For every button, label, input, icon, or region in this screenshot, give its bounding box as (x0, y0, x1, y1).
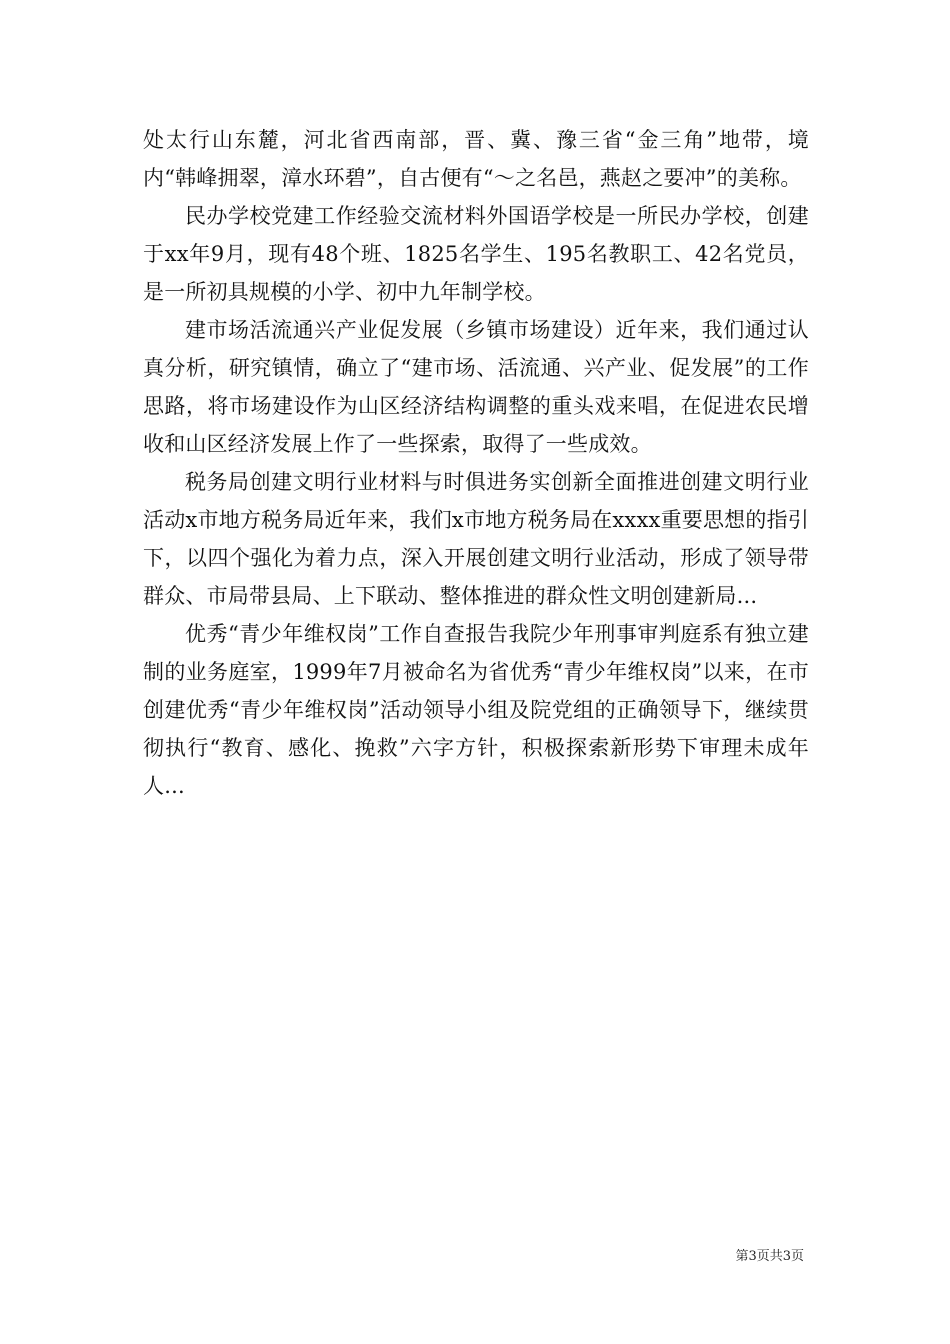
paragraph-2: 民办学校党建工作经验交流材料外国语学校是一所民办学校，创建于xx年9月，现有48个班、1825名学生、195名教职工、42名党员，是一所初具规模的小学、初中九年制学校。 (143, 204, 809, 304)
page-number-footer: 第3页共3页 (735, 1249, 804, 1264)
paragraph-4: 税务局创建文明行业材料与时俱进务实创新全面推进创建文明行业活动x市地方税务局近年来，我们x市地方税务局在xxxx重要思想的指引下，以四个强化为着力点，深入开展创建文明行业活动，形成了领导带群众、市局带县局、上下联动、整体推进的群众性文明创建新局... (143, 470, 809, 608)
document-body (143, 121, 809, 805)
paragraph-3: 建市场活流通兴产业促发展（乡镇市场建设）近年来，我们通过认真分析，研究镇情，确立了“建市场、活流通、兴产业、促发展”的工作思路，将市场建设作为山区经济结构调整的重头戏来唱，在促进农民增收和山区经济发展上作了一些探索，取得了一些成效。 (143, 318, 809, 456)
paragraph-1: 处太行山东麓，河北省西南部，晋、冀、豫三省“金三角”地带，境内“韩峰拥翠，漳水环碧”，自古便有“～之名邑，燕赵之要冲”的美称。 (143, 128, 809, 190)
paragraph-5: 优秀“青少年维权岗”工作自查报告我院少年刑事审判庭系有独立建制的业务庭室，1999年7月被命名为省优秀“青少年维权岗”以来，在市创建优秀“青少年维权岗”活动领导小组及院党组的正确领导下，继续贯彻执行“教育、感化、挽救”六字方针，积极探索新形势下审理未成年人... (143, 622, 809, 798)
